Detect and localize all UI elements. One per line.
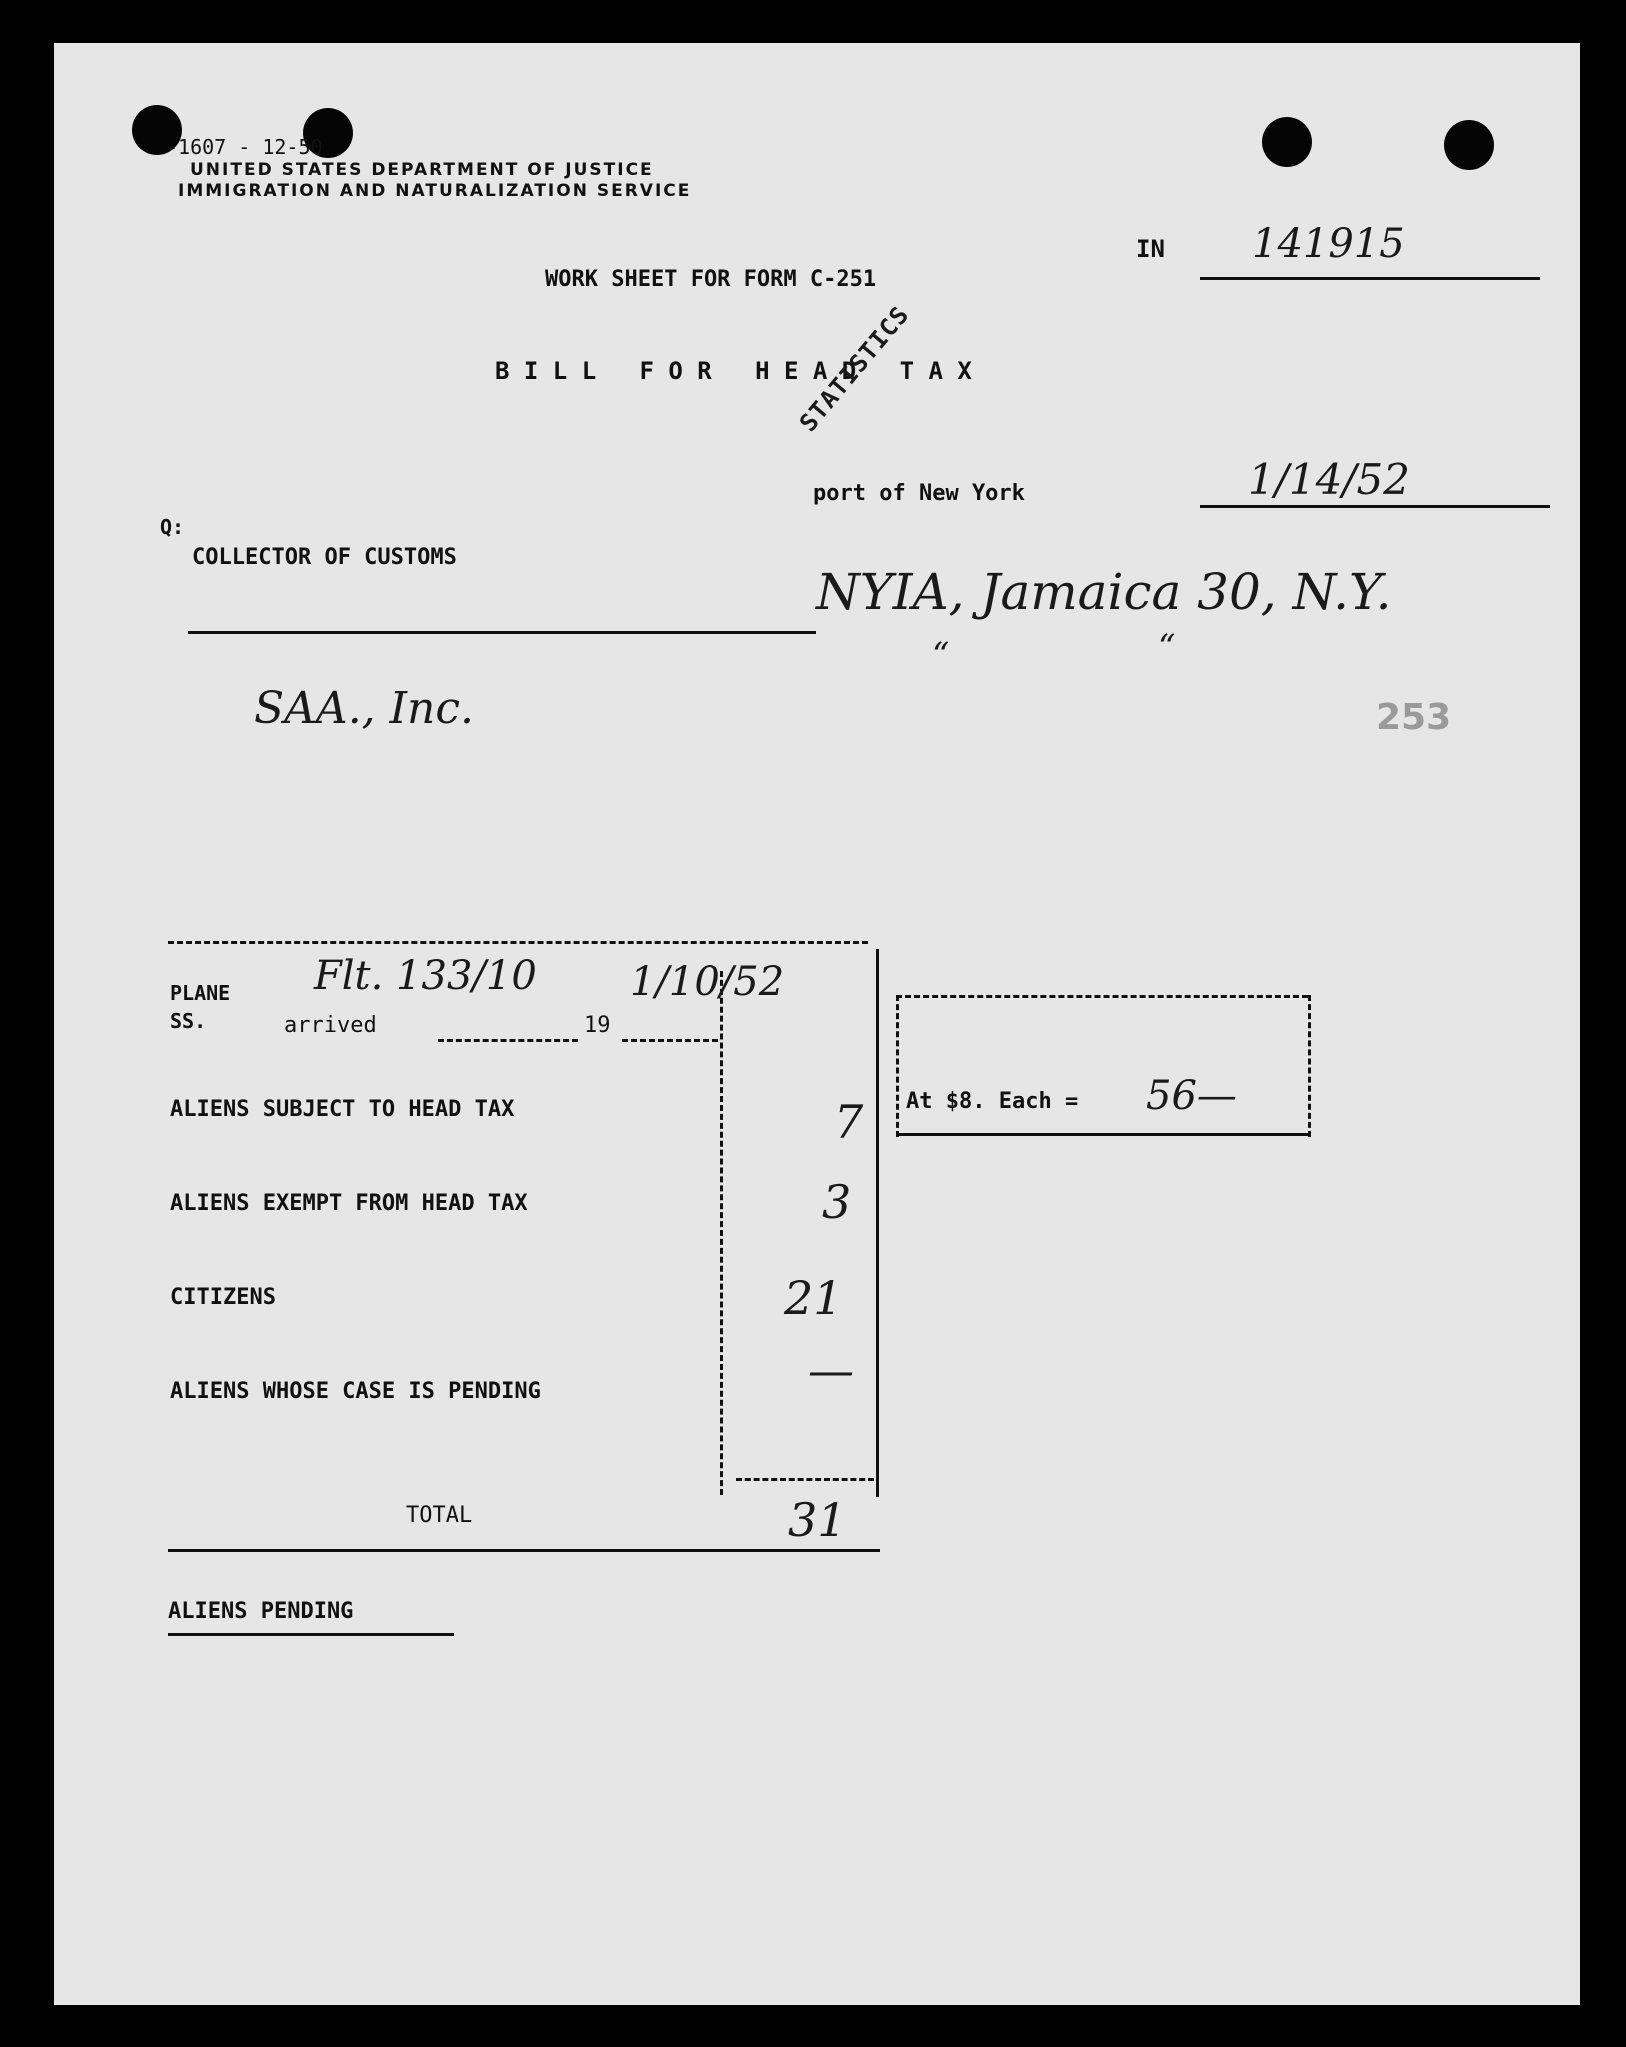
row-value-citizens: 21	[784, 1271, 843, 1325]
total-label: TOTAL	[406, 1503, 473, 1528]
bill-date: 1/14/52	[1248, 455, 1410, 504]
row-value-subject: 7	[834, 1095, 864, 1149]
arrival-date: 1/10/52	[630, 959, 785, 1005]
row-value-pending: —	[808, 1343, 854, 1397]
row-label-subject: ALIENS SUBJECT TO HEAD TAX	[170, 1097, 515, 1122]
collector-underline	[188, 631, 816, 634]
document-page	[54, 43, 1580, 2005]
tax-rate-label: At $8. Each =	[906, 1089, 1079, 1114]
statistics-stamp: STATISTICS	[794, 300, 915, 437]
total-separator	[736, 1478, 874, 1481]
value-column-divider	[720, 971, 723, 1495]
aliens-pending-label: ALIENS PENDING	[168, 1599, 354, 1624]
total-value: 31	[788, 1493, 847, 1547]
date-underline	[1200, 505, 1550, 508]
worksheet-title: WORK SHEET FOR FORM C-251	[545, 267, 877, 292]
ss-label: SS.	[170, 1009, 207, 1033]
in-label: IN	[1136, 235, 1165, 263]
in-number-underline	[1200, 277, 1540, 280]
arrived-date-underline	[438, 1039, 578, 1042]
year-underline	[622, 1039, 718, 1042]
punch-hole-right-1	[1262, 117, 1312, 167]
table-bottom-border	[168, 1549, 880, 1552]
ditto-mark-1: “	[932, 635, 950, 675]
row-value-exempt: 3	[822, 1175, 852, 1229]
in-number: 141915	[1252, 221, 1405, 267]
year-label: 19	[584, 1013, 611, 1038]
plane-label: PLANE	[170, 981, 231, 1005]
flight-number: Flt. 133/10	[314, 953, 537, 999]
form-number: -1607 - 12-50	[166, 135, 323, 159]
row-label-citizens: CITIZENS	[170, 1285, 276, 1310]
port-name: port of New York	[813, 481, 1025, 506]
service-name: IMMIGRATION AND NATURALIZATION SERVICE	[178, 181, 692, 201]
row-label-exempt: ALIENS EXEMPT FROM HEAD TAX	[170, 1191, 528, 1216]
department-name: UNITED STATES DEPARTMENT OF JUSTICE	[190, 160, 654, 180]
aliens-pending-underline	[168, 1633, 454, 1636]
arrived-label: arrived	[284, 1013, 377, 1038]
to-label: Q:	[160, 515, 185, 539]
table-right-border	[876, 949, 879, 1497]
carrier-name: SAA., Inc.	[254, 683, 474, 734]
bill-title: B I L L F O R H E A D T A X	[495, 357, 972, 385]
tax-box-right	[1308, 995, 1311, 1137]
row-label-pending: ALIENS WHOSE CASE IS PENDING	[170, 1379, 541, 1404]
ditto-mark-2: “	[1158, 627, 1176, 667]
tax-box-bottom	[896, 1133, 1310, 1136]
page-stamp-number: 253	[1376, 697, 1452, 738]
tax-box-left	[896, 995, 899, 1137]
tax-box-top	[896, 995, 1308, 998]
tax-amount: 56—	[1146, 1073, 1237, 1119]
punch-hole-right-2	[1444, 120, 1494, 170]
table-top-border	[168, 941, 868, 944]
collector-name: COLLECTOR OF CUSTOMS	[192, 545, 457, 570]
handwritten-address: NYIA, Jamaica 30, N.Y.	[816, 563, 1392, 621]
